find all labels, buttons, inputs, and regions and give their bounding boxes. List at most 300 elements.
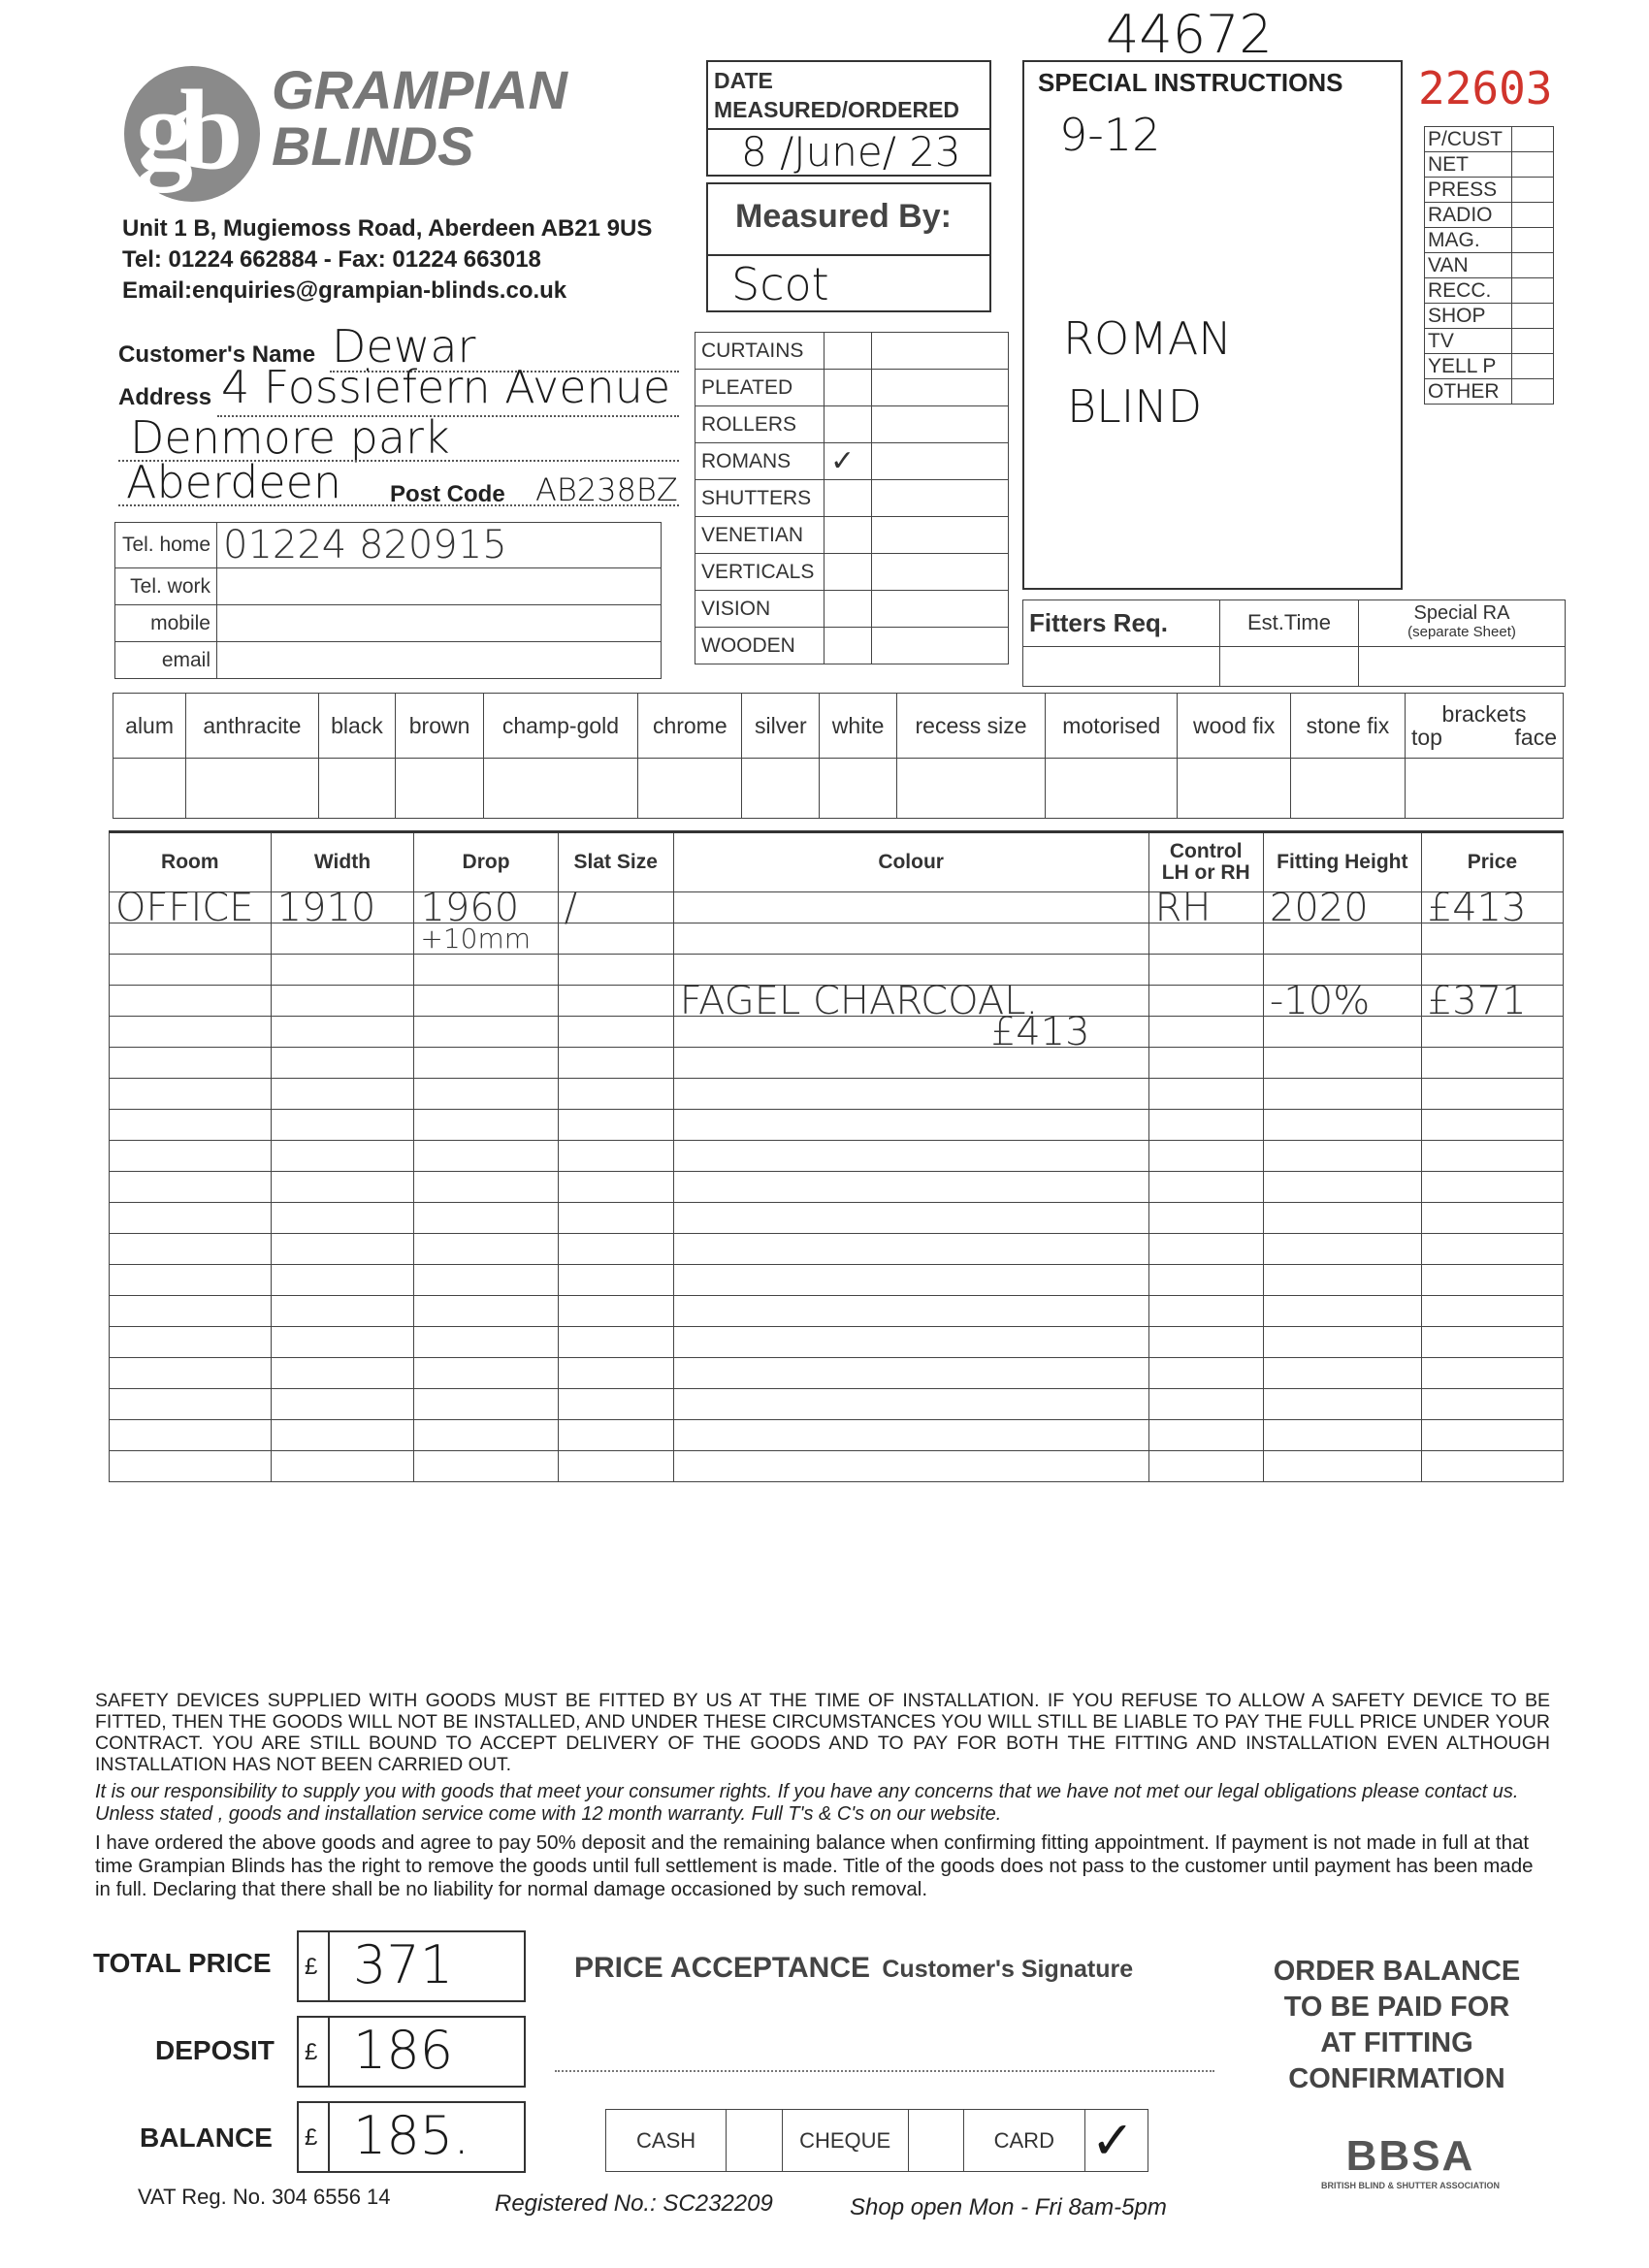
order-cell-drop [414, 1234, 558, 1265]
order-cell-control [1148, 1079, 1263, 1110]
company-phone: Tel: 01224 662884 - Fax: 01224 663018 [122, 246, 541, 273]
date-value: 8 /June/ 23 [741, 128, 961, 176]
order-cell-width [271, 1234, 414, 1265]
source-row [1425, 354, 1554, 379]
est-time-label: Est.Time [1220, 600, 1359, 647]
order-cell-price [1421, 1048, 1563, 1079]
phone-value [217, 642, 662, 679]
option-value [1290, 758, 1405, 818]
order-cell-drop [414, 1358, 558, 1389]
source-row [1425, 127, 1554, 152]
order-table [109, 830, 1564, 1482]
order-cell-width [271, 1017, 414, 1048]
special-instructions-note1: ROMAN [1063, 312, 1232, 365]
order-cell-fitting [1263, 1172, 1421, 1203]
special-instructions-note2: BLIND [1067, 380, 1203, 433]
special-ra-text: Special RA [1413, 602, 1510, 625]
shop-hours: Shop open Mon - Fri 8am-5pm [850, 2194, 1167, 2220]
order-cell-width [271, 1265, 414, 1296]
option-value [742, 758, 820, 818]
source-checkbox [1512, 253, 1554, 278]
cash-label: CASH [606, 2110, 727, 2172]
order-cell-slat [558, 1389, 673, 1420]
source-checkbox [1512, 178, 1554, 203]
order-cell-fitting [1263, 1110, 1421, 1141]
order-cell-colour [673, 1327, 1148, 1358]
company-name-line1: GRAMPIAN [272, 59, 567, 120]
order-cell-width [271, 1451, 414, 1482]
source-label: TV [1425, 329, 1512, 354]
order-cell-drop [414, 1141, 558, 1172]
special-instructions-label: SPECIAL INSTRUCTIONS [1038, 68, 1343, 97]
product-type-check [824, 333, 872, 370]
logo-letters: gb [136, 66, 230, 193]
order-cell-price [1421, 1141, 1563, 1172]
bbsa-logo-text: BBSA [1345, 2132, 1475, 2180]
order-cell-slat [558, 1451, 673, 1482]
order-cell-fitting [1263, 1203, 1421, 1234]
order-cell-room: OFFICE [110, 892, 272, 923]
order-cell-drop [414, 955, 558, 986]
option-value [638, 758, 742, 818]
special-ra-label [1359, 600, 1566, 647]
order-row [110, 1141, 1564, 1172]
order-cell-colour [673, 892, 1148, 923]
source-row [1425, 278, 1554, 304]
order-cell-drop [414, 1172, 558, 1203]
bbsa-logo-sub: BRITISH BLIND & SHUTTER ASSOCIATION [1321, 2181, 1500, 2190]
order-header: Width [271, 832, 414, 892]
source-checkbox [1512, 379, 1554, 405]
source-label: RECC. [1425, 278, 1512, 304]
payment-method-table [605, 2109, 1148, 2172]
order-cell-price [1421, 1296, 1563, 1327]
order-row [110, 1420, 1564, 1451]
order-cell-price [1421, 1451, 1563, 1482]
order-cell-control [1148, 1110, 1263, 1141]
order-cell-room [110, 1420, 272, 1451]
order-cell-fitting: -10% [1263, 986, 1421, 1017]
product-type-extra [872, 628, 1009, 664]
order-row [110, 1203, 1564, 1234]
source-checkbox [1512, 278, 1554, 304]
order-cell-fitting [1263, 1420, 1421, 1451]
order-cell-fitting [1263, 1141, 1421, 1172]
postcode-label: Post Code [390, 481, 505, 507]
product-type-label: VENETIAN [695, 517, 824, 554]
customer-signature-label: Customer's Signature [882, 1956, 1134, 1983]
source-label: YELL P [1425, 354, 1512, 379]
option-label: motorised [1046, 694, 1178, 759]
order-cell-width [271, 1172, 414, 1203]
special-ra-sub: (separate Sheet) [1407, 624, 1516, 641]
order-balance-line2: TO BE PAID FOR [1283, 1992, 1510, 2023]
order-cell-price [1421, 1389, 1563, 1420]
order-cell-colour [673, 1234, 1148, 1265]
deposit-box [297, 2016, 526, 2088]
product-type-row [695, 370, 1009, 406]
order-cell-slat [558, 1172, 673, 1203]
card-check-mark: ✓ [1090, 2110, 1135, 2171]
order-row [110, 1389, 1564, 1420]
phone-label: Tel. work [115, 568, 217, 605]
terms-para2: It is our responsibility to supply you with goods that meet your consumer rights. If you have any concerns that we have not met our legal obligations please contact us. Unless stated , goods and installation service come with 12 month warranty. Full T's & C's on our website. [95, 1781, 1519, 1825]
order-cell-slat [558, 955, 673, 986]
option-value [186, 758, 318, 818]
balance-value: 185. [353, 2105, 470, 2166]
order-cell-price [1421, 1327, 1563, 1358]
option-label: recess size [896, 694, 1045, 759]
order-cell-drop [414, 1110, 558, 1141]
company-address: Unit 1 B, Mugiemoss Road, Aberdeen AB21 9US [122, 215, 653, 242]
order-cell-colour [673, 1265, 1148, 1296]
order-cell-drop [414, 986, 558, 1017]
source-row [1425, 152, 1554, 178]
registered-number: Registered No.: SC232209 [495, 2190, 773, 2217]
order-cell-width: 1910 [271, 892, 414, 923]
order-cell-slat [558, 1048, 673, 1079]
order-cell-control [1148, 1265, 1263, 1296]
product-type-check [824, 628, 872, 664]
form-number: 22603 [1418, 62, 1553, 114]
product-type-check [824, 370, 872, 406]
brackets-top-label: top [1411, 724, 1442, 750]
source-row [1425, 178, 1554, 203]
phone-value [217, 568, 662, 605]
order-balance-line1: ORDER BALANCE [1273, 1956, 1521, 1987]
source-label: SHOP [1425, 304, 1512, 329]
source-checkbox [1512, 329, 1554, 354]
card-label: CARD [964, 2110, 1084, 2172]
order-cell-slat [558, 1265, 673, 1296]
order-cell-colour [673, 1079, 1148, 1110]
product-type-extra [872, 591, 1009, 628]
order-cell-width [271, 1389, 414, 1420]
order-cell-drop [414, 1017, 558, 1048]
brackets-face-label: face [1514, 724, 1557, 750]
order-cell-width [271, 1141, 414, 1172]
order-cell-drop [414, 1327, 558, 1358]
product-type-extra [872, 333, 1009, 370]
source-checkbox [1512, 203, 1554, 228]
phone-row [115, 605, 662, 642]
balance-currency: £ [305, 2124, 318, 2151]
special-instructions-time: 9-12 [1059, 109, 1161, 161]
brackets-label: brackets [1441, 700, 1527, 727]
source-list-table [1424, 126, 1554, 405]
source-row [1425, 379, 1554, 405]
option-value [396, 758, 483, 818]
order-cell-price [1421, 1265, 1563, 1296]
order-cell-control [1148, 1420, 1263, 1451]
product-type-row [695, 443, 1009, 480]
option-value [113, 758, 186, 818]
price-acceptance-text: PRICE ACCEPTANCE [574, 1952, 871, 1984]
option-label: stone fix [1290, 694, 1405, 759]
order-cell-room [110, 1110, 272, 1141]
order-cell-slat: / [558, 892, 673, 923]
product-type-extra [872, 480, 1009, 517]
option-value [896, 758, 1045, 818]
order-cell-fitting [1263, 1265, 1421, 1296]
order-cell-slat [558, 1141, 673, 1172]
product-type-label: ROMANS [695, 443, 824, 480]
order-cell-drop [414, 1203, 558, 1234]
source-label: VAN [1425, 253, 1512, 278]
deposit-currency: £ [305, 2039, 318, 2065]
brackets-cell [1406, 694, 1564, 759]
option-value [820, 758, 897, 818]
order-cell-control [1148, 1327, 1263, 1358]
order-cell-drop [414, 1296, 558, 1327]
order-cell-price [1421, 1358, 1563, 1389]
option-label: alum [113, 694, 186, 759]
cheque-label: CHEQUE [782, 2110, 908, 2172]
phone-value [217, 605, 662, 642]
order-cell-drop [414, 1079, 558, 1110]
product-type-label: WOODEN [695, 628, 824, 664]
product-type-row [695, 591, 1009, 628]
order-cell-fitting [1263, 1358, 1421, 1389]
product-type-extra [872, 554, 1009, 591]
order-cell-price [1421, 1172, 1563, 1203]
order-cell-control [1148, 1172, 1263, 1203]
order-row [110, 1110, 1564, 1141]
order-cell-control [1148, 1203, 1263, 1234]
phone-label: Tel. home [115, 523, 217, 568]
card-checkbox [1084, 2110, 1148, 2172]
product-type-label: VISION [695, 591, 824, 628]
order-cell-slat [558, 1203, 673, 1234]
terms-para1: SAFETY DEVICES SUPPLIED WITH GOODS MUST BE FITTED BY US AT THE TIME OF INSTALLATION. IF YOU REFUSE TO ALLOW A SAFETY DEVICE TO BE FITTED, THEN THE GOODS WILL NOT BE INSTALLED, AND UNDER THESE CIRCUMSTANCES YOU WILL STILL BE LIABLE TO PAY THE FULL PRICE UNDER YOUR CONTRACT. YOU ARE STILL BOUND TO ACCEPT DELIVERY OF THE GOODS AND TO PAY FOR BOTH THE FITTING AND INSTALLATION EVEN ALTHOUGH INSTALLATION HAS NOT BEEN CARRIED OUT. [95, 1690, 1550, 1775]
order-cell-room [110, 1141, 272, 1172]
phone-label: mobile [115, 605, 217, 642]
product-type-check [824, 480, 872, 517]
option-value [1178, 758, 1290, 818]
order-balance-line3: AT FITTING [1320, 2027, 1473, 2058]
order-cell-price: £371 [1421, 986, 1563, 1017]
order-row [110, 1451, 1564, 1482]
total-currency: £ [305, 1954, 318, 1980]
option-label: white [820, 694, 897, 759]
company-logo [124, 56, 270, 202]
order-cell-drop [414, 1048, 558, 1079]
customer-name-label: Customer's Name [118, 341, 316, 368]
source-row [1425, 228, 1554, 253]
source-checkbox [1512, 304, 1554, 329]
order-cell-price [1421, 1203, 1563, 1234]
order-cell-width [271, 1327, 414, 1358]
order-row [110, 1327, 1564, 1358]
order-cell-room [110, 1265, 272, 1296]
order-cell-room [110, 1234, 272, 1265]
order-cell-fitting [1263, 1296, 1421, 1327]
source-checkbox [1512, 354, 1554, 379]
product-type-label: CURTAINS [695, 333, 824, 370]
bbsa-logo [1294, 2132, 1527, 2190]
product-type-label: ROLLERS [695, 406, 824, 443]
customer-address3: Aberdeen [126, 456, 342, 508]
option-label: champ-gold [483, 694, 637, 759]
order-header: Price [1421, 832, 1563, 892]
vat-reg: VAT Reg. No. 304 6556 14 [138, 2185, 391, 2209]
signature-line [555, 2070, 1214, 2072]
order-header: Fitting Height [1263, 832, 1421, 892]
order-cell-room [110, 1358, 272, 1389]
order-cell-colour [673, 1172, 1148, 1203]
product-type-extra [872, 517, 1009, 554]
measured-by-box [706, 182, 991, 312]
product-type-check [824, 554, 872, 591]
date-label: DATE MEASURED/ORDERED [714, 68, 960, 122]
order-cell-width [271, 1296, 414, 1327]
order-header: Drop [414, 832, 558, 892]
source-label: RADIO [1425, 203, 1512, 228]
balance-label: BALANCE [140, 2122, 273, 2153]
deposit-value: 186 [353, 2020, 454, 2081]
order-cell-width [271, 1358, 414, 1389]
order-cell-control [1148, 1017, 1263, 1048]
order-cell-slat [558, 1296, 673, 1327]
order-cell-colour [673, 1141, 1148, 1172]
order-row [110, 986, 1564, 1017]
product-type-row [695, 480, 1009, 517]
order-cell-room [110, 1172, 272, 1203]
product-type-row [695, 628, 1009, 664]
measured-by-value: Scot [731, 258, 829, 310]
source-label: MAG. [1425, 228, 1512, 253]
phone-row [115, 568, 662, 605]
phone-row [115, 642, 662, 679]
order-cell-price [1421, 1234, 1563, 1265]
order-cell-width [271, 955, 414, 986]
order-row [110, 1079, 1564, 1110]
product-type-label: PLEATED [695, 370, 824, 406]
product-type-check [824, 517, 872, 554]
source-row [1425, 304, 1554, 329]
order-cell-room [110, 1389, 272, 1420]
order-cell-slat [558, 1017, 673, 1048]
order-cell-width [271, 986, 414, 1017]
customer-name: Dewar [332, 320, 476, 373]
date-box [706, 60, 991, 177]
product-type-row [695, 517, 1009, 554]
order-cell-control [1148, 1451, 1263, 1482]
product-type-label: VERTICALS [695, 554, 824, 591]
option-value [483, 758, 637, 818]
order-cell-drop [414, 1265, 558, 1296]
option-label: chrome [638, 694, 742, 759]
product-type-row [695, 554, 1009, 591]
source-row [1425, 203, 1554, 228]
source-checkbox [1512, 127, 1554, 152]
deposit-label: DEPOSIT [155, 2035, 275, 2065]
order-cell-room [110, 1451, 272, 1482]
source-label: NET [1425, 152, 1512, 178]
phones-table [114, 522, 662, 679]
brackets-positions [1411, 726, 1557, 749]
fitters-table [1022, 599, 1566, 687]
product-type-row [695, 333, 1009, 370]
order-cell-colour [673, 1296, 1148, 1327]
order-cell-fitting [1263, 1048, 1421, 1079]
order-row [110, 1265, 1564, 1296]
customer-address-label: Address [118, 384, 212, 410]
order-cell-drop: 1960 [414, 892, 558, 923]
order-cell-colour [673, 1358, 1148, 1389]
order-cell-slat [558, 1079, 673, 1110]
order-cell-price [1421, 1110, 1563, 1141]
order-cell-width [271, 1079, 414, 1110]
option-label: silver [742, 694, 820, 759]
order-cell-width [271, 1110, 414, 1141]
order-cell-colour [673, 1203, 1148, 1234]
order-row [110, 1358, 1564, 1389]
product-type-check [824, 406, 872, 443]
order-cell-colour [673, 1110, 1148, 1141]
product-type-extra [872, 443, 1009, 480]
order-cell-colour [673, 1389, 1148, 1420]
order-row [110, 1296, 1564, 1327]
order-cell-room [110, 1296, 272, 1327]
order-balance-line4: CONFIRMATION [1288, 2063, 1505, 2094]
option-value [318, 758, 396, 818]
order-cell-slat [558, 986, 673, 1017]
order-cell-drop [414, 1420, 558, 1451]
order-cell-control: RH [1148, 892, 1263, 923]
order-cell-colour: FAGEL CHARCOAL. [673, 986, 1148, 1017]
source-label: OTHER [1425, 379, 1512, 405]
order-cell-fitting [1263, 1079, 1421, 1110]
source-checkbox [1512, 152, 1554, 178]
order-cell-room [110, 955, 272, 986]
source-label: PRESS [1425, 178, 1512, 203]
order-cell-slat [558, 1358, 673, 1389]
order-header: Colour [673, 832, 1148, 892]
order-cell-fitting [1263, 1389, 1421, 1420]
price-acceptance-label [574, 1952, 1133, 1985]
order-cell-control [1148, 1296, 1263, 1327]
order-cell-room [110, 1017, 272, 1048]
options-table [113, 693, 1564, 819]
order-header: Control LH or RH [1148, 832, 1263, 892]
special-instructions-box [1022, 60, 1403, 590]
order-cell-fitting [1263, 1234, 1421, 1265]
order-cell-width [271, 1048, 414, 1079]
order-cell-slat [558, 1327, 673, 1358]
order-cell-room [110, 1203, 272, 1234]
fitters-req-label: Fitters Req. [1023, 600, 1220, 647]
total-price-box [297, 1930, 526, 2002]
total-price-value: 371 [353, 1934, 454, 1995]
order-cell-room [110, 1327, 272, 1358]
order-cell-colour [673, 1451, 1148, 1482]
terms-para3: I have ordered the above goods and agree to pay 50% deposit and the remaining balance when confirming fitting appointment. If payment is not made in full at that time Grampian Blinds has the right to remove the goods until full settlement is made. Title of the goods does not pass to the customer until payment has been made in full. Declaring that there shall be no liability for normal damage occasioned by such removal. [95, 1831, 1534, 1900]
order-cell-fitting [1263, 1451, 1421, 1482]
order-cell-slat [558, 1234, 673, 1265]
order-cell-room [110, 1048, 272, 1079]
order-cell-fitting: 2020 [1263, 892, 1421, 923]
product-type-check [824, 591, 872, 628]
order-row [110, 1172, 1564, 1203]
order-header: Slat Size [558, 832, 673, 892]
order-cell-colour [673, 1420, 1148, 1451]
phone-label: email [115, 642, 217, 679]
balance-box [297, 2101, 526, 2173]
product-type-extra [872, 406, 1009, 443]
option-label: black [318, 694, 396, 759]
product-types-table [695, 332, 1009, 664]
